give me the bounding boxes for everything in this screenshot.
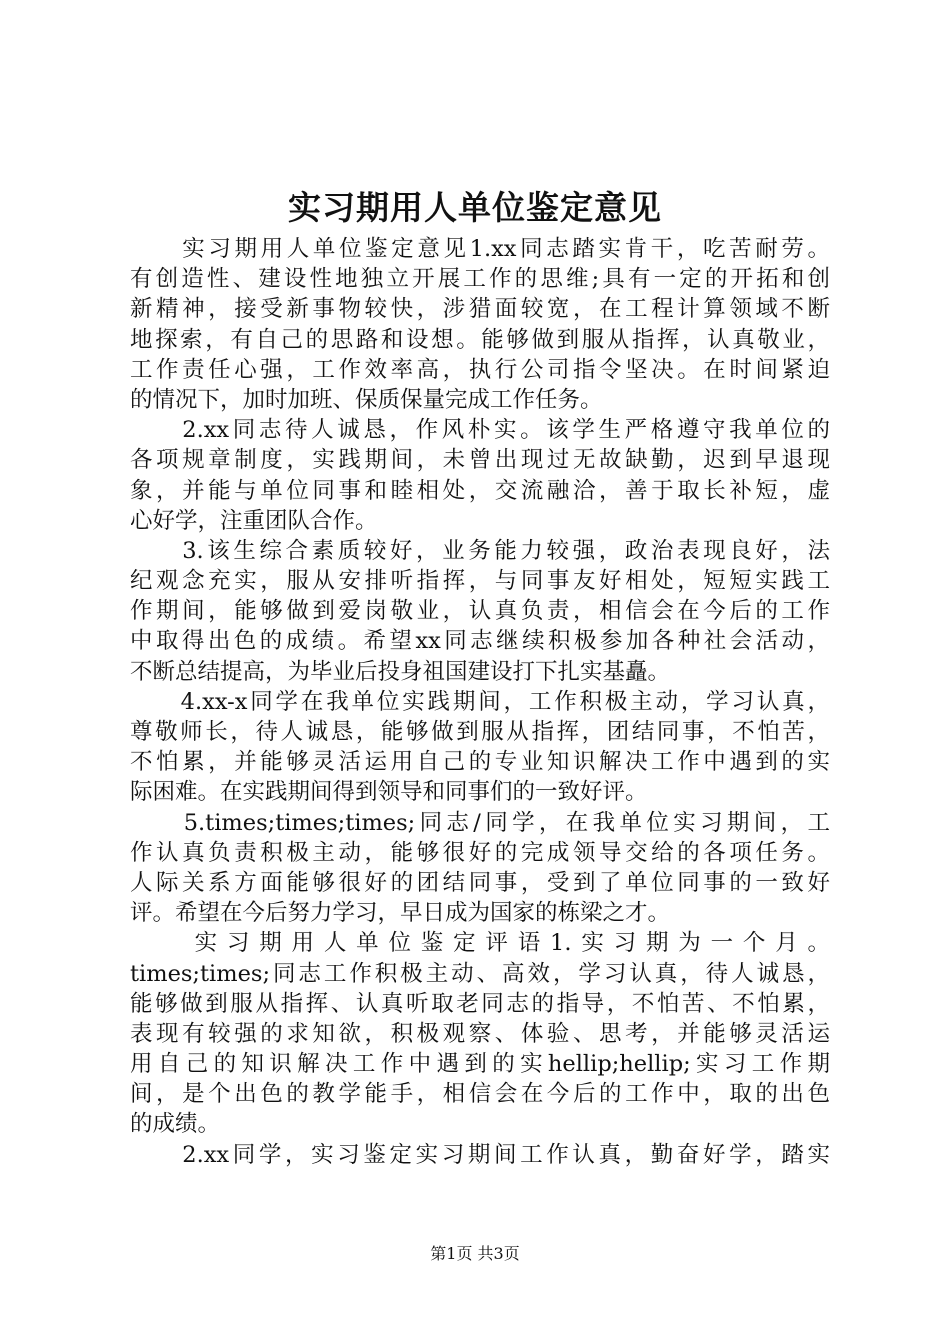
page-footer: 第1页 共3页: [430, 1244, 520, 1263]
body-text-line: 地探索，有自己的思路和设想。能够做到服从指挥，认真敬业，: [130, 326, 830, 353]
body-text-line: 表现有较强的求知欲，积极观察、体验、思考，并能够灵活运: [130, 1020, 830, 1047]
body-text-line: 能够做到服从指挥、认真听取老同志的指导，不怕苦、不怕累，: [130, 990, 830, 1017]
body-text-line: 实习期用人单位鉴定评语1.实习期为一个月。: [130, 930, 830, 957]
document-body: [130, 234, 830, 1170]
body-text-line: 的情况下，加时加班、保质保量完成工作任务。: [130, 386, 603, 413]
body-text-line: 心好学，注重团队合作。: [130, 507, 378, 534]
body-text-line: 中取得出色的成绩。希望xx同志继续积极参加各种社会活动，: [130, 628, 830, 655]
body-text-line: 2.xx同志待人诚恳，作风朴实。该学生严格遵守我单位的: [130, 417, 830, 444]
body-text-line: 间，是个出色的教学能手，相信会在今后的工作中，取的出色: [130, 1081, 830, 1108]
body-text-line: 2.xx同学，实习鉴定实习期间工作认真，勤奋好学，踏实: [130, 1141, 830, 1168]
body-text-line: 用自己的知识解决工作中遇到的实hellip;hellip;实习工作期: [130, 1051, 830, 1078]
body-text-line: 5.times;times;times;同志/同学，在我单位实习期间，工: [130, 809, 830, 836]
body-text-line: 的成绩。: [130, 1111, 221, 1138]
body-text-line: 各项规章制度，实践期间，未曾出现过无故缺勤，迟到早退现: [130, 447, 830, 474]
body-text-line: 人际关系方面能够很好的团结同事，受到了单位同事的一致好: [130, 869, 830, 896]
body-text-line: 新精神，接受新事物较快，涉猎面较宽，在工程计算领域不断: [130, 296, 830, 323]
body-text-line: 评。希望在今后努力学习，早日成为国家的栋梁之才。: [130, 900, 671, 927]
document-title: 实习期用人单位鉴定意见: [288, 188, 662, 227]
body-text-line: 际困难。在实践期间得到领导和同事们的一致好评。: [130, 779, 648, 806]
body-text-line: 实习期用人单位鉴定意见1.xx同志踏实肯干，吃苦耐劳。: [130, 236, 830, 262]
body-text-line: 3.该生综合素质较好，业务能力较强，政治表现良好，法: [130, 537, 830, 564]
body-text-line: 象，并能与单位同事和睦相处，交流融洽，善于取长补短，虚: [130, 477, 830, 504]
body-text-line: 有创造性、建设性地独立开展工作的思维;具有一定的开拓和创: [130, 266, 830, 293]
body-text-line: 4.xx-x同学在我单位实践期间，工作积极主动，学习认真，: [130, 688, 830, 715]
body-text-line: 作期间，能够做到爱岗敬业，认真负责，相信会在今后的工作: [130, 598, 830, 625]
body-text-line: 不怕累，并能够灵活运用自己的专业知识解决工作中遇到的实: [130, 749, 830, 776]
body-text-line: 工作责任心强，工作效率高，执行公司指令坚决。在时间紧迫: [130, 356, 830, 383]
body-text-line: 作认真负责积极主动，能够很好的完成领导交给的各项任务。: [130, 839, 830, 866]
body-text-line: 不断总结提高，为毕业后投身祖国建设打下扎实基矗。: [130, 658, 671, 685]
body-text-line: 纪观念充实，服从安排听指挥，与同事友好相处，短短实践工: [130, 568, 830, 595]
body-text-line: times;times;同志工作积极主动、高效，学习认真，待人诚恳，: [130, 960, 830, 987]
body-text-line: 尊敬师长，待人诚恳，能够做到服从指挥，团结同事，不怕苦，: [130, 719, 830, 745]
